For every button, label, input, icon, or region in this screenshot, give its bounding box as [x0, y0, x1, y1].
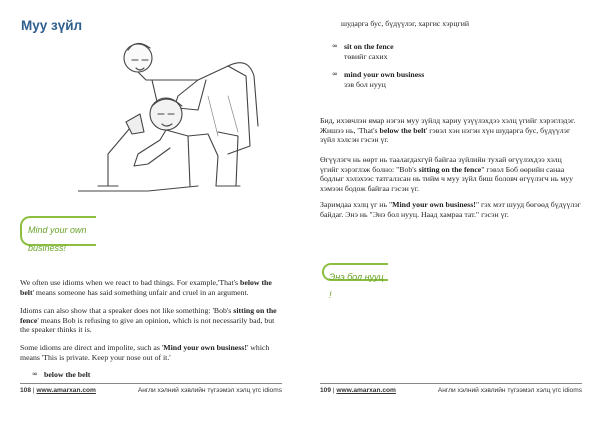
idiom-highlight: Mind your own business!: [163, 343, 247, 352]
page-number: 108: [20, 387, 32, 394]
paragraph-1: We often use idioms when we react to bad things. For example,'That's below the belt' means someone has said something unfair and cruel in an argument.: [20, 278, 272, 297]
right-page: [300, 0, 600, 423]
cartoon-illustration: [78, 36, 268, 206]
callout-text: Энэ бол нууц !: [329, 272, 384, 300]
website-link[interactable]: www.amarxan.com: [36, 387, 96, 394]
paragraph-3: Заримдаа хэлц үг нь "Mind your own business!" гэх мэт шууд бөгөөд бүдүүлэг байдаг. Энэ нь "Энэ бол нууц. Наад хамраа тат." гэсэн үг.: [320, 200, 581, 219]
paragraph-1: Бид, ихэвчлэн ямар нэгэн муу зүйлд хариу үзүүлэхдээ хэлц үгийг хэрэглэдэг. Жишээ нь, 'That's below the belt' гэвэл хэн нэгэн хүн шударга бус, бүдүүлэг зүйл хэлсэн гэсэн үг.: [320, 116, 576, 145]
bullet-icon: ∞: [32, 370, 38, 378]
callout-box: [20, 216, 96, 253]
bullet-icon: ∞: [332, 42, 338, 50]
page-number: 109: [320, 387, 332, 394]
bullet-icon: ∞: [332, 70, 338, 78]
callout-box: [322, 263, 388, 300]
idiom-highlight: sitting on the fence: [20, 306, 277, 325]
website-link[interactable]: www.amarxan.com: [336, 387, 396, 394]
paragraph-2: Өгүүлэгч нь өөрт нь таалагдахгүй байгаа зүйлийн тухай өгүүлэхдээ хэлц үгийг хэрэглэж болно: "Bob's sitting on the fence" гэвэл Боб өөрийн санаа бодлыг хэлэхээс татгалзсан нь тийм ч муу зүйл биш боловч өгүүлэгч нь муу хэмээн бодож байгаа гэсэн үг.: [320, 155, 574, 193]
idiom-term: sit on the fence: [344, 42, 394, 51]
book-title: Англи хэлний хэвлийн түгээмэл хэлц үгс idioms: [137, 387, 282, 394]
page-footer: 108 | www.amarxan.com Англи хэлний хэвлийн түгээмэл хэлц үгс idioms: [20, 383, 282, 394]
paragraph-2: Idioms can also show that a speaker does not like something: 'Bob's sitting on the fence' means Bob is refusing to give an opinion, which is not necessarily bad, but the speaker thinks it is.: [20, 306, 277, 335]
page-footer: 109 | www.amarxan.com Англи хэлний хэвлийн түгээмэл хэлц үгс idioms: [320, 383, 582, 394]
idiom-highlight: below the belt: [20, 278, 272, 297]
idiom-term: mind your own business: [344, 70, 425, 79]
paragraph-3: Some idioms are direct and impolite, such as 'Mind your own business!' which means 'This is private. Keep your nose out of it.': [20, 343, 270, 362]
idiom-highlight: Mind your own business!: [392, 200, 476, 209]
idiom-highlight: sitting on the fence: [418, 164, 482, 174]
idiom-translation: төвийг сахих: [344, 52, 388, 61]
idiom-translation: зэв бол нууц: [344, 80, 386, 89]
top-line: шударга бус, бүдүүлэг, харгис хэрцгий: [341, 19, 470, 28]
idiom-highlight: below the belt: [379, 125, 426, 135]
idiom-term: below the belt: [44, 370, 91, 379]
page-title: Муу зүйл: [21, 18, 83, 33]
book-title: Англи хэлний хэвлийн түгээмэл хэлц үгс idioms: [437, 387, 582, 394]
callout-text: Mind your own business!: [28, 225, 87, 253]
